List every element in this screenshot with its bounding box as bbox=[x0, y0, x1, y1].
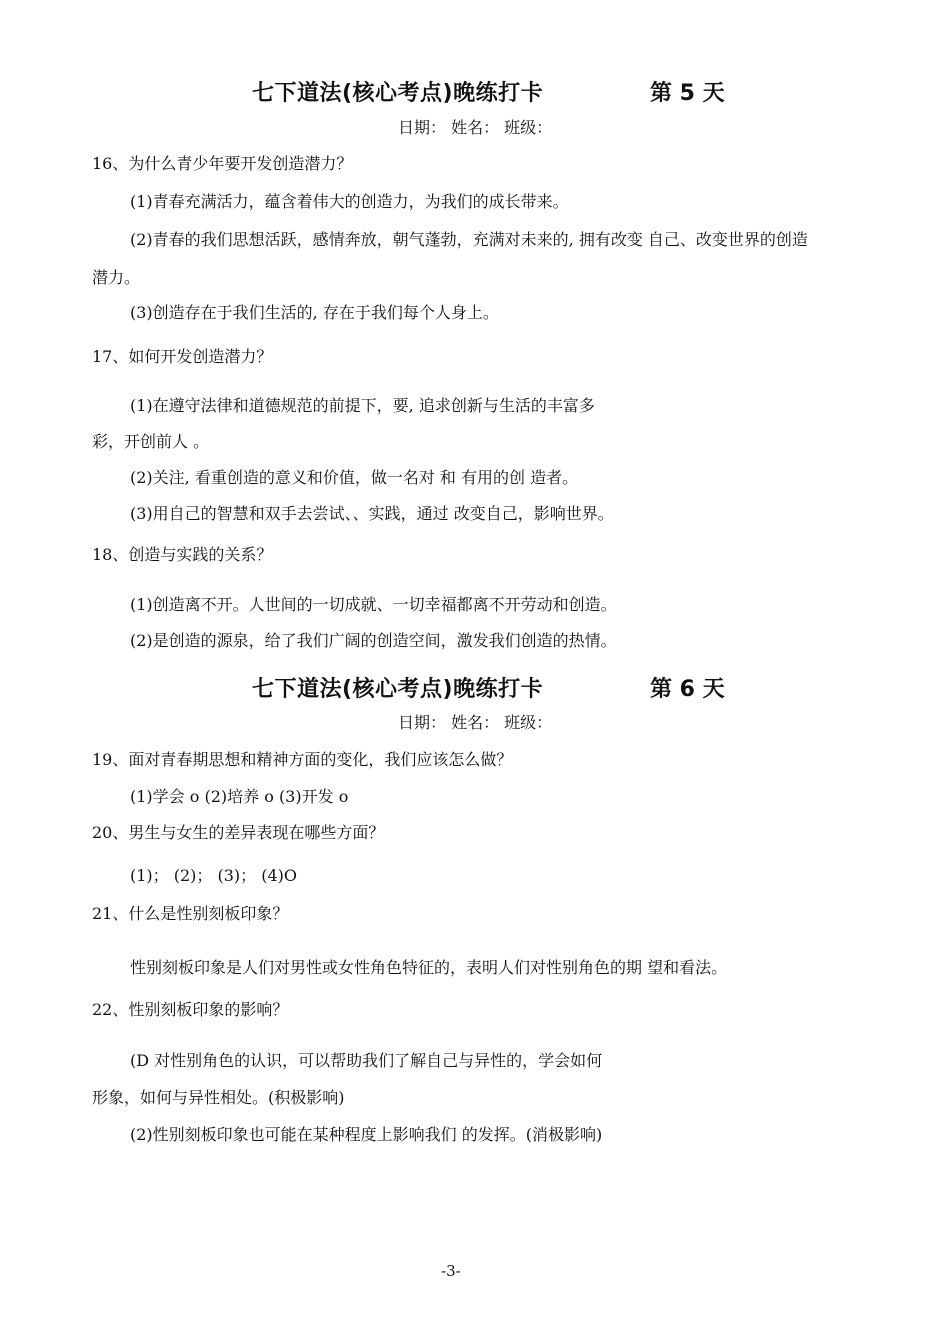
answer-line: 形象，如何与异性相处。(积极影响) bbox=[92, 1088, 345, 1107]
section-5-title: 七下道法(核心考点)晚练打卡 bbox=[252, 81, 544, 106]
question-21: 21、什么是性别刻板印象？ bbox=[92, 904, 289, 923]
answer-line: (2)性别刻板印象也可能在某种程度上影响我们 的发挥。(消极影响) bbox=[130, 1125, 603, 1144]
section-5-day: 第 5 天 bbox=[650, 81, 725, 106]
answer-line: 性别刻板印象是人们对男性或女性角色特征的，表明人们对性别角色的期 望和看法。 bbox=[130, 958, 728, 977]
answer-line: (2)青春的我们思想活跃，感情奔放，朝气蓬勃，充满对未来的, 拥有改变 自己、改变世界的创造 bbox=[130, 230, 808, 249]
answer-line: (3)用自己的智慧和双手去尝试、、实践，通过 改变自己，影响世界。 bbox=[130, 504, 614, 523]
answer-line: (1)学会 o (2)培养 o (3)开发 o bbox=[130, 787, 349, 806]
section-6-title: 七下道法(核心考点)晚练打卡 bbox=[252, 677, 544, 702]
answer-line: (2)关注, 看重创造的意义和价值，做一名对 和 有用的创 造者。 bbox=[130, 468, 579, 487]
answer-line: (1)创造离不开。人世间的一切成就、一切幸福都离不开劳动和创造。 bbox=[130, 595, 617, 614]
answer-line: (1)； (2)； (3)； (4)O bbox=[130, 866, 298, 885]
answer-line: (D 对性别角色的认识，可以帮助我们了解自己与异性的，学会如何 bbox=[130, 1051, 603, 1070]
question-16: 16、为什么青少年要开发创造潜力？ bbox=[92, 154, 353, 173]
question-22: 22、性别刻板印象的影响？ bbox=[92, 1000, 289, 1019]
section-6-day: 第 6 天 bbox=[650, 677, 725, 702]
question-17: 17、如何开发创造潜力？ bbox=[92, 347, 273, 366]
page-number: -3- bbox=[441, 1262, 461, 1280]
question-20: 20、男生与女生的差异表现在哪些方面？ bbox=[92, 823, 385, 842]
answer-line: 潜力。 bbox=[92, 268, 141, 287]
answer-line: 彩，开创前人 。 bbox=[92, 432, 210, 451]
answer-line: (3)创造存在于我们生活的, 存在于我们每个人身上。 bbox=[130, 303, 499, 322]
answer-line: (1)青春充满活力，蕴含着伟大的创造力，为我们的成长带来。 bbox=[130, 192, 569, 211]
section-5-meta: 日期： 姓名： 班级： bbox=[398, 118, 553, 137]
question-18: 18、创造与实践的关系？ bbox=[92, 545, 273, 564]
question-19: 19、面对青春期思想和精神方面的变化，我们应该怎么做？ bbox=[92, 750, 513, 769]
section-6-meta: 日期： 姓名： 班级： bbox=[398, 713, 553, 732]
answer-line: (1)在遵守法律和道德规范的前提下，要, 追求创新与生活的丰富多 bbox=[130, 396, 595, 415]
answer-line: (2)是创造的源泉，给了我们广阔的创造空间，激发我们创造的热情。 bbox=[130, 631, 617, 650]
